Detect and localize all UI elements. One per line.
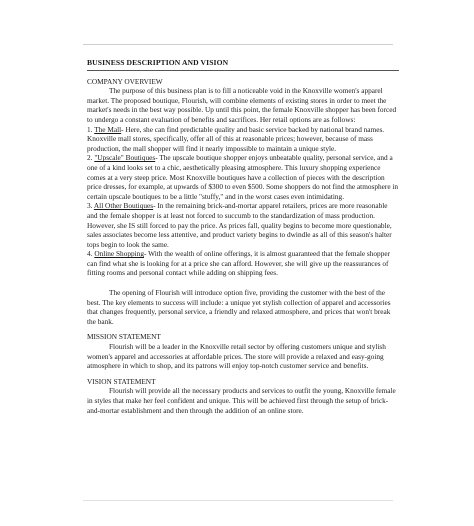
footer-rule [83, 500, 393, 501]
list-item-label: All Other Boutiques [93, 201, 154, 211]
list-item-label: Online Shopping [94, 249, 144, 259]
mission-statement-text: Flourish will be a leader in the Knoxville retail sector by offering customers unique and stylish women's apparel and accessories at affordable prices. The store will provide a relaxed and easy-going atmosphere in which to shop, and its patrons will enjoy top-notch customer service and benefits. [87, 342, 386, 371]
list-item [87, 153, 399, 201]
list-item-label: The Mall [94, 124, 122, 134]
list-item-label: "Upscale" Boutiques [94, 153, 156, 163]
document-title: BUSINESS DESCRIPTION AND VISION [87, 58, 399, 71]
header-rule [83, 44, 393, 45]
spacer [87, 278, 399, 288]
list-item-number: 4. [87, 249, 93, 259]
list-item-number: 2. [87, 153, 93, 163]
list-item-text: - The upscale boutique shopper enjoys unbeatable quality, personal service, and a one of a kind looks set to a chic, aesthetically pleasing atmosphere. This luxury shopping experience comes at a very steep price. Most Knoxville boutiques have a collection of pieces with the description price dresses, for example, at upwards of $300 to even $500. Some shoppers do not find the atmosphere in certain upscale boutiques to be a little "stuffy," and in the worst cases even intimidating. [87, 153, 399, 201]
mission-statement-heading: MISSION STATEMENT [87, 332, 161, 342]
vision-statement-heading: VISION STATEMENT [87, 376, 156, 386]
list-item-number: 3. [87, 201, 93, 211]
list-item [87, 125, 399, 154]
list-item [87, 249, 399, 278]
list-item-text: - Here, she can find predictable quality and basic service backed by national brand names. Knoxville mall stores, specifically, offer all of this at reasonable prices; however, because of mass production, the mall shopper will find it nearly impossible to maintain a unique style. [87, 124, 385, 153]
document-body [87, 52, 399, 415]
company-overview-closing: The opening of Flourish will introduce option five, providing the customer with the best of the best. The key elements to success will include: a unique yet stylish collection of apparel and accessories that changes frequently, personal service, a friendly and relaxed atmosphere, and prices that won't break the bank. [87, 288, 391, 326]
list-item-text: - In the remaining brick-and-mortar apparel retailers, prices are more reasonable and the female shopper is at least not forced to succumb to the standardization of mass production. However, she IS still forced to pay the price. As prices fall, quality begins to become more questionable, sales associates become less attentive, and product variety begins to dwindle as all of this season's halter tops begin to look the same. [87, 201, 392, 249]
vision-statement-text: Flourish will provide all the necessary products and services to outfit the young, Knoxville female in styles that make her feel confident and unique. This will be achieved first through the setup of brick-and-mortar establishment and then through the addition of an online store. [87, 386, 396, 415]
list-item-number: 1. [87, 124, 93, 134]
company-overview-heading: COMPANY OVERVIEW [87, 76, 163, 86]
list-item [87, 201, 399, 249]
list-item-text: - With the wealth of online offerings, it is almost guaranteed that the female shopper can find what she is looking for at a price she can afford. However, she will give up the reassurances of fitting rooms and personal contact while adding on shipping fees. [87, 249, 391, 278]
company-overview-intro: The purpose of this business plan is to fill a noticeable void in the Knoxville women's apparel market. The proposed boutique, Flourish, will combine elements of existing stores in order to meet the market's needs in the best way possible. Up until this point, the female Knoxville shopper has been forced to undergo a constant evaluation of benefits and sacrifices. Her retail options are as follows: [87, 86, 397, 124]
